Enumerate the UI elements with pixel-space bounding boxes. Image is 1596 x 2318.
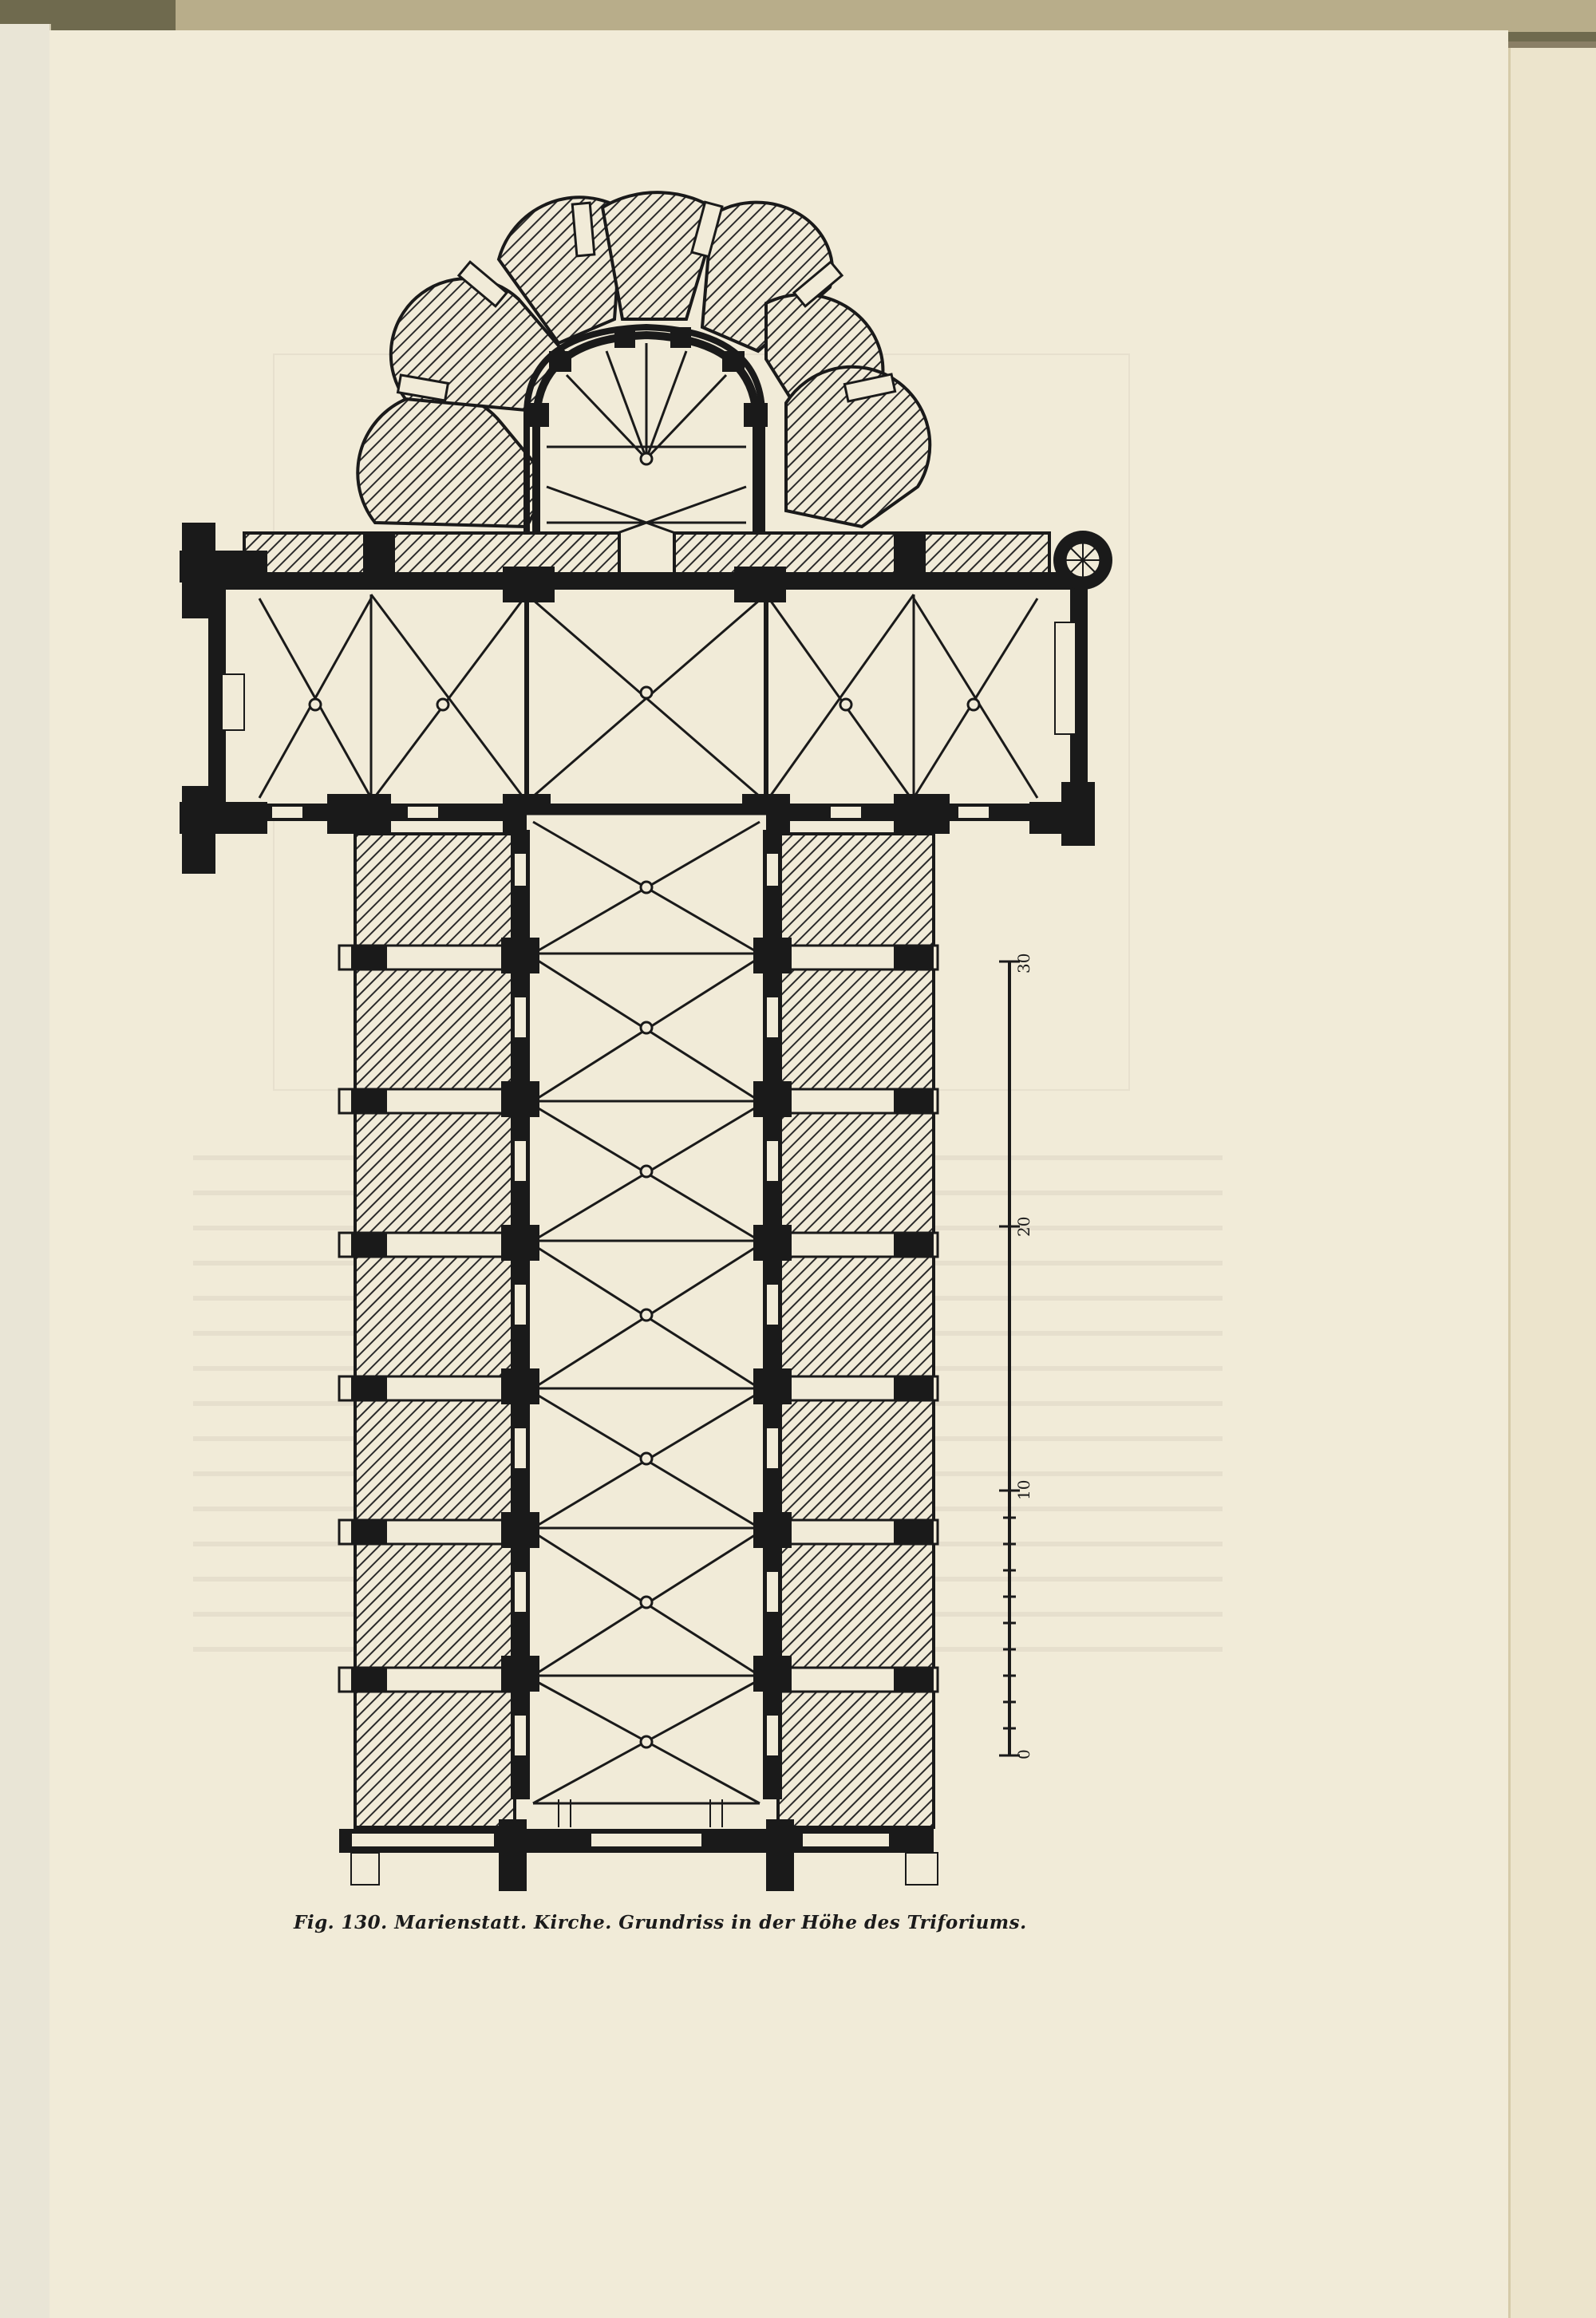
chapel-1 bbox=[358, 393, 551, 527]
scale-label-30: 30 bbox=[1014, 953, 1033, 973]
scale-label-20: 20 bbox=[1014, 1216, 1033, 1237]
scale-label-10: 10 bbox=[1014, 1479, 1033, 1500]
scale-bar bbox=[999, 954, 1033, 1759]
nave bbox=[501, 810, 792, 1827]
scale-label-0: 0 bbox=[1014, 1749, 1033, 1759]
figure-caption: Fig. 130. Marienstatt. Kirche. Grundriss in der Höhe des Triforiums. bbox=[294, 1912, 1027, 1933]
stair-turret bbox=[1053, 531, 1112, 590]
